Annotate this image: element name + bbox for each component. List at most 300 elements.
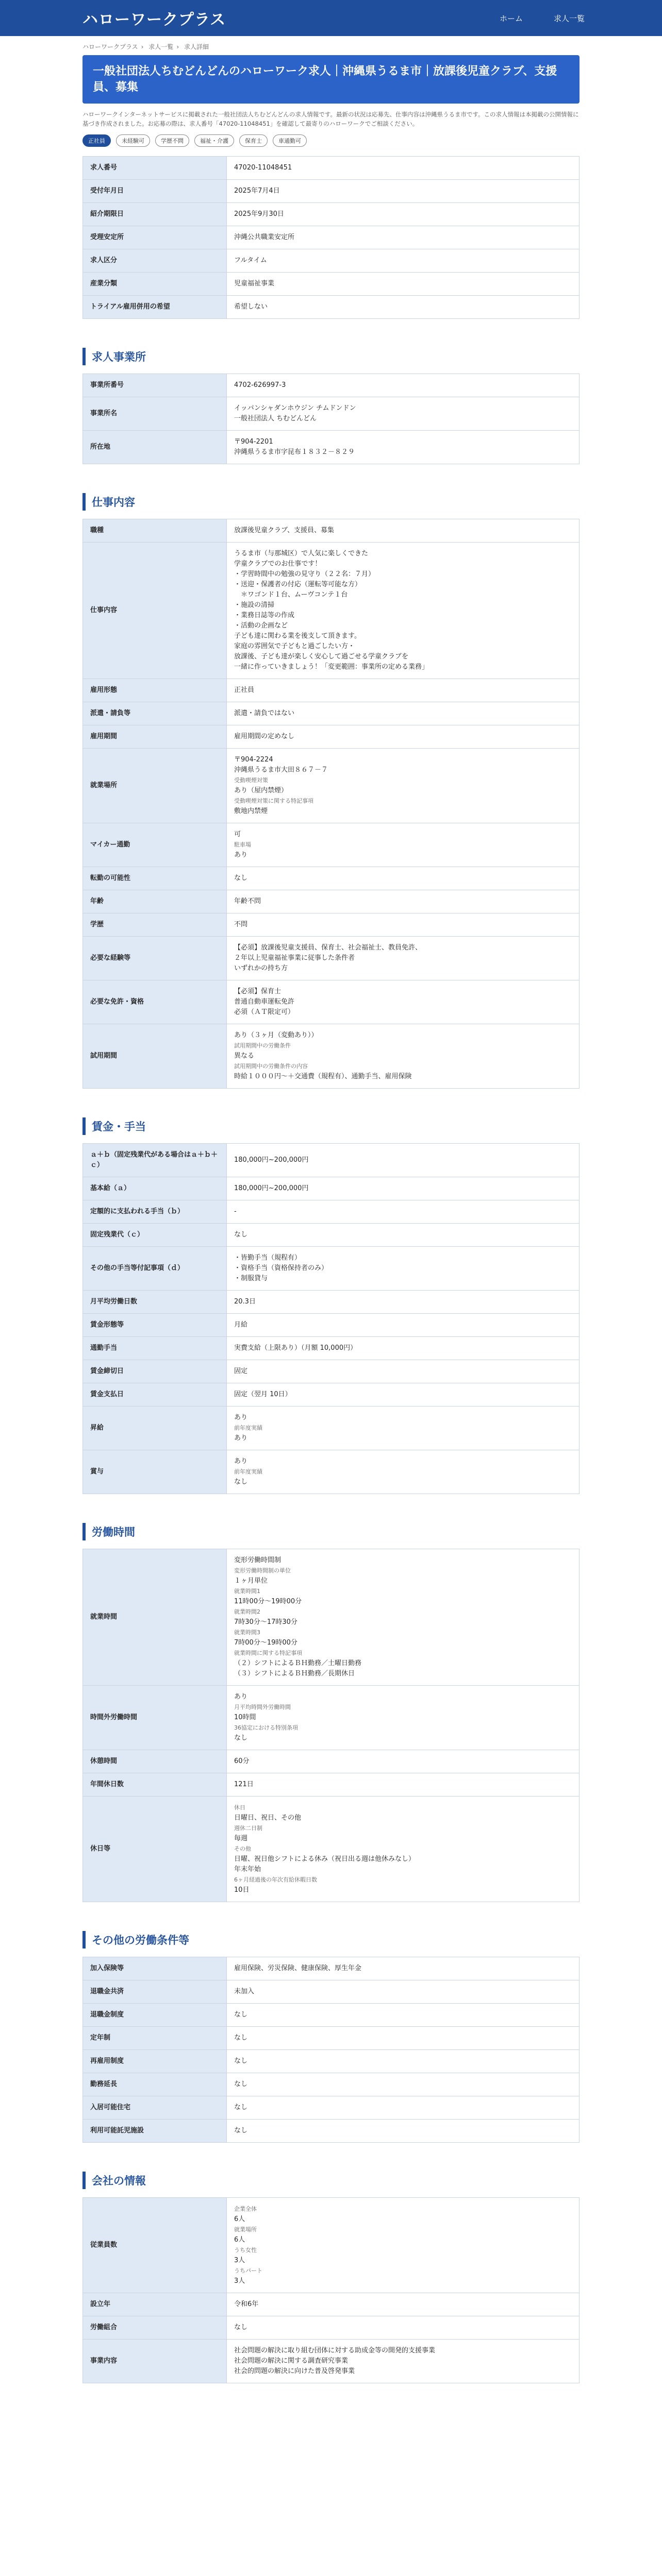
value-line: 180,000円~200,000円 bbox=[234, 1156, 309, 1164]
section-heading-hours: 労働時間 bbox=[82, 1523, 580, 1540]
value-line: 家庭の雰囲気で子どもと過ごしたい方・ bbox=[234, 642, 355, 650]
wage-table bbox=[82, 1143, 580, 1494]
row-label: 試用期間 bbox=[83, 1024, 227, 1089]
value-line: ・業務日誌等の作成 bbox=[234, 612, 295, 619]
row-label: 設立年 bbox=[83, 2293, 227, 2316]
value-line: なし bbox=[234, 2080, 248, 2088]
table-row bbox=[83, 2198, 580, 2293]
value-line: 固定（翌月 10日） bbox=[234, 1391, 292, 1398]
table-row bbox=[83, 1957, 580, 1980]
row-value bbox=[227, 823, 580, 867]
section-heading-company: 会社の情報 bbox=[82, 2172, 580, 2189]
value-line: 〒904-2224 bbox=[234, 756, 273, 764]
row-label: 年間休日数 bbox=[83, 1773, 227, 1797]
value-line: 6人 bbox=[234, 2215, 245, 2223]
row-label: トライアル雇用併用の希望 bbox=[83, 296, 227, 319]
value-line: 変形労働時間制 bbox=[234, 1556, 282, 1564]
value-line: あり bbox=[234, 1693, 248, 1701]
value-line: 企業全体 bbox=[234, 2206, 257, 2212]
value-line: なし bbox=[234, 2104, 248, 2111]
row-value bbox=[227, 1360, 580, 1383]
value-line: なし bbox=[234, 1734, 248, 1742]
value-line: 社会問題の解決に取り組む団体に対する助成金等の開発的支援事業 bbox=[234, 2347, 436, 2354]
value-line: 試用期間中の労働条件 bbox=[234, 1042, 291, 1049]
row-value bbox=[227, 890, 580, 913]
table-row bbox=[83, 1024, 580, 1089]
basic-info-table bbox=[82, 156, 580, 319]
value-line: 変形労働時間制の単位 bbox=[234, 1567, 291, 1574]
row-label: 定年制 bbox=[83, 2027, 227, 2050]
value-line: あり bbox=[234, 1434, 248, 1442]
row-value bbox=[227, 519, 580, 543]
value-line: なし bbox=[234, 2057, 248, 2065]
value-line: 就業場所 bbox=[234, 2226, 257, 2233]
value-line: ＊ワゴンド１台、ムーヴコンテ１台 bbox=[234, 591, 348, 599]
row-value bbox=[227, 1291, 580, 1314]
row-label: 利用可能託児施設 bbox=[83, 2120, 227, 2143]
value-line: （２）シフトによるＢＨ勤務／土曜日勤務 bbox=[234, 1659, 362, 1667]
row-label: ａ＋ｂ（固定残業代がある場合はａ＋ｂ＋ｃ） bbox=[83, 1144, 227, 1177]
value-line: 子ども達に関わる業を後支して頂きます。 bbox=[234, 632, 361, 640]
row-label: 賃金締切日 bbox=[83, 1360, 227, 1383]
table-row bbox=[83, 2340, 580, 2383]
table-row bbox=[83, 1549, 580, 1686]
row-value bbox=[227, 867, 580, 890]
table-row bbox=[83, 1224, 580, 1247]
value-line: １ヶ月単位 bbox=[234, 1577, 268, 1585]
value-line: 沖縄県うるま市大田８６７－７ bbox=[234, 766, 328, 774]
value-line: うち女性 bbox=[234, 2247, 257, 2253]
value-line: ・送迎・保護者の付応（運転等可能な方） bbox=[234, 581, 362, 588]
value-line: 前年度実績 bbox=[234, 1468, 262, 1475]
row-label: 休憩時間 bbox=[83, 1750, 227, 1773]
value-line: うるま市（与那城区）で人気に楽しくできた bbox=[234, 550, 369, 557]
value-line: なし bbox=[234, 2324, 248, 2331]
row-label: 事業所番号 bbox=[83, 374, 227, 397]
tag-item[interactable]: 福祉・介護 bbox=[194, 134, 234, 147]
row-label: 労働組合 bbox=[83, 2316, 227, 2340]
value-line: 時給１０００円～＋交通費（規程有）、通勤手当、雇用保険 bbox=[234, 1073, 412, 1080]
work-table bbox=[82, 519, 580, 1089]
row-label: 通勤手当 bbox=[83, 1337, 227, 1360]
table-row bbox=[83, 725, 580, 749]
value-line: 毎週 bbox=[234, 1835, 248, 1842]
value-line: 社会的問題の解決に向けた普及啓発事業 bbox=[234, 2367, 355, 2375]
value-line: あり bbox=[234, 851, 248, 859]
value-line: 学童クラブでのお仕事です！ bbox=[234, 560, 322, 568]
row-label: その他の手当等付記事項（ｄ） bbox=[83, 1247, 227, 1291]
value-line: 3人 bbox=[234, 2257, 245, 2264]
value-line: 社会問題の解決に関する調査研究事業 bbox=[234, 2357, 349, 2365]
breadcrumb-current: 求人詳細 bbox=[184, 43, 209, 50]
row-label: 基本給（ａ） bbox=[83, 1177, 227, 1200]
value-line: ・皆勤手当（規程有） bbox=[234, 1254, 302, 1262]
value-line: 放課後、子ども達が楽しく安心して過ごせる学童クラブを bbox=[234, 653, 409, 660]
row-value bbox=[227, 203, 580, 226]
table-row bbox=[83, 2073, 580, 2096]
nav-home-link[interactable]: ホーム bbox=[499, 13, 523, 23]
value-line: なし bbox=[234, 2011, 248, 2019]
value-line: 一緒に作っていきましょう！「変更範囲：事業所の定める業務」 bbox=[234, 663, 429, 671]
row-value bbox=[227, 2096, 580, 2120]
table-row bbox=[83, 203, 580, 226]
row-value bbox=[227, 980, 580, 1024]
row-value bbox=[227, 937, 580, 980]
value-line: 普通自動車運転免許 bbox=[234, 998, 295, 1006]
table-row bbox=[83, 519, 580, 543]
table-row bbox=[83, 823, 580, 867]
value-line: なし bbox=[234, 2034, 248, 2042]
value-line: うちパート bbox=[234, 2267, 262, 2274]
value-line: 就業時間に関する特記事項 bbox=[234, 1650, 302, 1656]
row-value bbox=[227, 702, 580, 725]
value-line: 【必須】放課後児童支援員、保育士、社会福祉士、教員免許、 bbox=[234, 944, 422, 952]
row-value bbox=[227, 2293, 580, 2316]
value-line: 60分 bbox=[234, 1757, 250, 1765]
tag-item[interactable]: 正社員 bbox=[82, 134, 111, 147]
value-line: ・施設の清掃 bbox=[234, 601, 275, 609]
tag-item[interactable]: 学歴不問 bbox=[155, 134, 189, 147]
row-value bbox=[227, 431, 580, 464]
nav-job-list-link[interactable]: 求人一覧 bbox=[553, 13, 585, 23]
row-value bbox=[227, 2198, 580, 2293]
value-line: 受動喫煙対策 bbox=[234, 777, 268, 784]
row-value bbox=[227, 1750, 580, 1773]
value-line: 沖縄公共職業安定所 bbox=[234, 233, 295, 241]
row-label: 月平均労働日数 bbox=[83, 1291, 227, 1314]
table-row bbox=[83, 1337, 580, 1360]
value-line: 3人 bbox=[234, 2277, 245, 2285]
value-line: 実費支給（上限あり）（月額 10,000円） bbox=[234, 1344, 357, 1352]
row-label: 就業場所 bbox=[83, 749, 227, 823]
table-row bbox=[83, 1247, 580, 1291]
value-line: なし bbox=[234, 1231, 248, 1239]
value-line: 休日 bbox=[234, 1804, 245, 1811]
row-value bbox=[227, 374, 580, 397]
value-line: 雇用保険、労災保険、健康保険、厚生年金 bbox=[234, 1964, 362, 1972]
company-table bbox=[82, 2197, 580, 2383]
value-line: 4702-626997-3 bbox=[234, 381, 286, 389]
table-row bbox=[83, 913, 580, 937]
row-label: 雇用形態 bbox=[83, 679, 227, 702]
table-row bbox=[83, 273, 580, 296]
row-label: 休日等 bbox=[83, 1797, 227, 1902]
row-value bbox=[227, 1144, 580, 1177]
lead-text: ハローワークインターネットサービスに掲載された一般社団法人ちむどんどんの求人情報です。最新の状況は応募先、仕事内容は沖縄県うるま市です。この求人情報は本掲載の公開情報に基づき作成されました。お応募の際は、求人番号「47020-11048451」を確認して最寄りのハローワークでご相談ください。 bbox=[82, 111, 579, 127]
value-line: 敷地内禁煙 bbox=[234, 807, 268, 815]
table-row bbox=[83, 2050, 580, 2073]
table-row bbox=[83, 543, 580, 679]
value-line: 沖縄県うるま市字昆布１８３２－８２９ bbox=[234, 448, 355, 456]
table-row bbox=[83, 1144, 580, 1177]
row-value bbox=[227, 397, 580, 431]
value-line: 放課後児童クラブ、支援員、募集 bbox=[234, 527, 334, 534]
row-value bbox=[227, 1549, 580, 1686]
row-label: 紹介期限日 bbox=[83, 203, 227, 226]
row-value bbox=[227, 157, 580, 180]
row-label: 派遣・請負等 bbox=[83, 702, 227, 725]
table-row bbox=[83, 980, 580, 1024]
value-line: 7時30分～17時30分 bbox=[234, 1618, 297, 1626]
table-row bbox=[83, 702, 580, 725]
value-line: 必須（ＡＴ限定可） bbox=[234, 1008, 295, 1016]
value-line: - bbox=[234, 1208, 237, 1215]
value-line: 駐車場 bbox=[234, 841, 251, 848]
value-line: 希望しない bbox=[234, 303, 268, 311]
breadcrumb-home[interactable]: ハローワークプラス bbox=[82, 43, 138, 50]
page-title: 一般社団法人ちむどんどんのハローワーク求人｜沖縄県うるま市｜放課後児童クラブ、支援員、募集 bbox=[82, 55, 580, 104]
row-value bbox=[227, 1450, 580, 1494]
value-line: 10時間 bbox=[234, 1714, 256, 1721]
row-value bbox=[227, 1980, 580, 2004]
value-line: 11時00分～19時00分 bbox=[234, 1598, 302, 1605]
row-value bbox=[227, 2340, 580, 2383]
value-line: 未加入 bbox=[234, 1988, 255, 1995]
row-label: 賞与 bbox=[83, 1450, 227, 1494]
row-value bbox=[227, 1200, 580, 1224]
table-row bbox=[83, 867, 580, 890]
table-row bbox=[83, 1177, 580, 1200]
table-row bbox=[83, 249, 580, 273]
value-line: 児童福祉事業 bbox=[234, 280, 275, 287]
value-line: なし bbox=[234, 874, 248, 882]
conditions-table bbox=[82, 1957, 580, 2143]
row-label: 従業員数 bbox=[83, 2198, 227, 2293]
value-line: 一般社団法人 ちむどんどん bbox=[234, 415, 317, 422]
table-row bbox=[83, 1406, 580, 1450]
row-label: 賃金支払日 bbox=[83, 1383, 227, 1406]
row-label: 職種 bbox=[83, 519, 227, 543]
value-line: 【必須】保育士 bbox=[234, 988, 282, 995]
table-row bbox=[83, 180, 580, 203]
table-row bbox=[83, 1773, 580, 1797]
table-row bbox=[83, 2120, 580, 2143]
value-line: 2025年7月4日 bbox=[234, 187, 280, 195]
tag-item[interactable]: 未経験可 bbox=[116, 134, 150, 147]
table-row bbox=[83, 1200, 580, 1224]
row-label: 求人区分 bbox=[83, 249, 227, 273]
row-value bbox=[227, 1406, 580, 1450]
value-line: 年齢不問 bbox=[234, 897, 261, 905]
value-line: あり（屋内禁煙） bbox=[234, 787, 288, 794]
row-label: 勤務延長 bbox=[83, 2073, 227, 2096]
row-label: 就業時間 bbox=[83, 1549, 227, 1686]
value-line: いずれかの持ち方 bbox=[234, 964, 288, 972]
row-value bbox=[227, 2120, 580, 2143]
value-line: （３）シフトによるＢＨ勤務／長期休日 bbox=[234, 1670, 355, 1677]
table-row bbox=[83, 2293, 580, 2316]
table-row bbox=[83, 226, 580, 249]
row-label: 産業分類 bbox=[83, 273, 227, 296]
row-value bbox=[227, 1177, 580, 1200]
table-row bbox=[83, 431, 580, 464]
value-line: あり bbox=[234, 1414, 248, 1421]
value-line: 就業時間2 bbox=[234, 1608, 260, 1615]
value-line: 2025年9月30日 bbox=[234, 210, 284, 218]
value-line: 月給 bbox=[234, 1321, 248, 1329]
value-line: あり bbox=[234, 1458, 248, 1465]
row-value bbox=[227, 180, 580, 203]
row-label: 再雇用制度 bbox=[83, 2050, 227, 2073]
section-heading-wage: 賃金・手当 bbox=[82, 1117, 580, 1135]
row-value bbox=[227, 1314, 580, 1337]
value-line: イッパンシャダンホウジン チムドンドン bbox=[234, 404, 356, 412]
row-label: 昇給 bbox=[83, 1406, 227, 1450]
value-line: 10日 bbox=[234, 1886, 250, 1894]
value-line: 週休二日制 bbox=[234, 1825, 262, 1832]
employer-table bbox=[82, 374, 580, 464]
row-label: 受付年月日 bbox=[83, 180, 227, 203]
row-value bbox=[227, 679, 580, 702]
row-value bbox=[227, 1773, 580, 1797]
row-label: 時間外労働時間 bbox=[83, 1686, 227, 1750]
row-label: 加入保険等 bbox=[83, 1957, 227, 1980]
value-line: ・活動の企画など bbox=[234, 622, 288, 630]
value-line: 不問 bbox=[234, 921, 248, 928]
value-line: ・資格手当（資格保持者のみ） bbox=[234, 1264, 328, 1272]
table-row bbox=[83, 1383, 580, 1406]
value-line: 月平均時間外労働時間 bbox=[234, 1704, 291, 1710]
value-line: その他 bbox=[234, 1845, 251, 1852]
section-heading-work: 仕事内容 bbox=[82, 493, 580, 511]
row-value bbox=[227, 1247, 580, 1291]
row-value bbox=[227, 249, 580, 273]
row-label: 雇用期間 bbox=[83, 725, 227, 749]
table-row bbox=[83, 2027, 580, 2050]
row-value bbox=[227, 725, 580, 749]
row-value bbox=[227, 1686, 580, 1750]
row-label: 必要な経験等 bbox=[83, 937, 227, 980]
value-line: なし bbox=[234, 1478, 248, 1486]
row-value bbox=[227, 273, 580, 296]
row-value bbox=[227, 2027, 580, 2050]
value-line: 日曜日、祝日、その他 bbox=[234, 1814, 302, 1822]
tag-item[interactable]: 保育士 bbox=[239, 134, 268, 147]
value-line: 固定 bbox=[234, 1367, 248, 1375]
row-value bbox=[227, 2050, 580, 2073]
value-line: ・学習時間中の勉強の見守り（２２名：７月） bbox=[234, 570, 375, 578]
breadcrumb: ハローワークプラス › 求人一覧 › 求人詳細 bbox=[82, 43, 209, 50]
value-line: フルタイム bbox=[234, 257, 267, 264]
top-nav bbox=[500, 13, 585, 24]
row-label: 退職金制度 bbox=[83, 2004, 227, 2027]
value-line: 異なる bbox=[234, 1052, 255, 1060]
row-value bbox=[227, 543, 580, 679]
row-label: 求人番号 bbox=[83, 157, 227, 180]
row-value bbox=[227, 1337, 580, 1360]
row-label: 仕事内容 bbox=[83, 543, 227, 679]
table-row bbox=[83, 1750, 580, 1773]
section-heading-employer: 求人事業所 bbox=[82, 348, 580, 365]
row-label: 転勤の可能性 bbox=[83, 867, 227, 890]
row-label: 事業内容 bbox=[83, 2340, 227, 2383]
row-value bbox=[227, 1024, 580, 1089]
value-line: 令和6年 bbox=[234, 2300, 259, 2308]
main-content bbox=[82, 36, 580, 2383]
row-value bbox=[227, 296, 580, 319]
row-label: 年齢 bbox=[83, 890, 227, 913]
table-row bbox=[83, 2096, 580, 2120]
tag-list bbox=[82, 134, 580, 147]
table-row bbox=[83, 1450, 580, 1494]
hours-table bbox=[82, 1549, 580, 1902]
value-line: 就業時間1 bbox=[234, 1588, 260, 1595]
row-label: 必要な免許・資格 bbox=[83, 980, 227, 1024]
value-line: 受動喫煙対策に関する特記事項 bbox=[234, 798, 313, 804]
value-line: 180,000円~200,000円 bbox=[234, 1184, 309, 1192]
value-line: 7時00分～19時00分 bbox=[234, 1639, 297, 1647]
row-value bbox=[227, 1957, 580, 1980]
row-value bbox=[227, 913, 580, 937]
table-row bbox=[83, 679, 580, 702]
table-row bbox=[83, 374, 580, 397]
value-line: 正社員 bbox=[234, 686, 255, 694]
value-line: 雇用期間の定めなし bbox=[234, 733, 295, 740]
table-row bbox=[83, 749, 580, 823]
value-line: 年末年始 bbox=[234, 1866, 261, 1873]
row-value bbox=[227, 226, 580, 249]
table-row bbox=[83, 296, 580, 319]
row-label: 事業所名 bbox=[83, 397, 227, 431]
table-row bbox=[83, 2004, 580, 2027]
value-line: 可 bbox=[234, 831, 241, 838]
value-line: 47020-11048451 bbox=[234, 164, 292, 172]
row-label: 入居可能住宅 bbox=[83, 2096, 227, 2120]
row-label: 学歴 bbox=[83, 913, 227, 937]
row-value bbox=[227, 1224, 580, 1247]
value-line: 日曜、祝日他シフトによる休み（祝日出る週は他休みなし） bbox=[234, 1855, 416, 1863]
top-bar bbox=[0, 0, 662, 36]
row-value bbox=[227, 1797, 580, 1902]
breadcrumb-list[interactable]: 求人一覧 bbox=[148, 43, 174, 50]
value-line: あり（３ヶ月（変動あり）） bbox=[234, 1031, 318, 1039]
table-row bbox=[83, 2316, 580, 2340]
value-line: 就業時間3 bbox=[234, 1629, 260, 1636]
value-line: 20.3日 bbox=[234, 1298, 256, 1306]
tag-item[interactable]: 車通勤可 bbox=[273, 134, 307, 147]
row-label: 退職金共済 bbox=[83, 1980, 227, 2004]
table-row bbox=[83, 1360, 580, 1383]
site-logo[interactable]: ハローワークプラス bbox=[82, 11, 226, 29]
value-line: ・制服貸与 bbox=[234, 1275, 268, 1282]
row-label: 受理安定所 bbox=[83, 226, 227, 249]
value-line: 36協定における特別条項 bbox=[234, 1724, 298, 1731]
value-line: 試用期間中の労働条件の内容 bbox=[234, 1063, 308, 1070]
table-row bbox=[83, 1686, 580, 1750]
row-label: 固定残業代（ｃ） bbox=[83, 1224, 227, 1247]
row-value bbox=[227, 1383, 580, 1406]
table-row bbox=[83, 397, 580, 431]
row-value bbox=[227, 2316, 580, 2340]
section-heading-conditions: その他の労働条件等 bbox=[82, 1931, 580, 1948]
table-row bbox=[83, 1291, 580, 1314]
row-value bbox=[227, 2073, 580, 2096]
table-row bbox=[83, 157, 580, 180]
value-line: 121日 bbox=[234, 1781, 254, 1788]
value-line: ２年以上児童福祉事業に従事した条件者 bbox=[234, 954, 355, 962]
value-line: 〒904-2201 bbox=[234, 438, 273, 446]
row-label: 定額的に支払われる手当（ｂ） bbox=[83, 1200, 227, 1224]
row-label: 所在地 bbox=[83, 431, 227, 464]
value-line: 派遣・請負ではない bbox=[234, 709, 295, 717]
table-row bbox=[83, 937, 580, 980]
value-line: なし bbox=[234, 2127, 248, 2134]
table-row bbox=[83, 1797, 580, 1902]
row-label: マイカー通勤 bbox=[83, 823, 227, 867]
table-row bbox=[83, 890, 580, 913]
value-line: 6ヶ月経過後の年次有給休暇日数 bbox=[234, 1876, 317, 1883]
row-label: 賃金形態等 bbox=[83, 1314, 227, 1337]
